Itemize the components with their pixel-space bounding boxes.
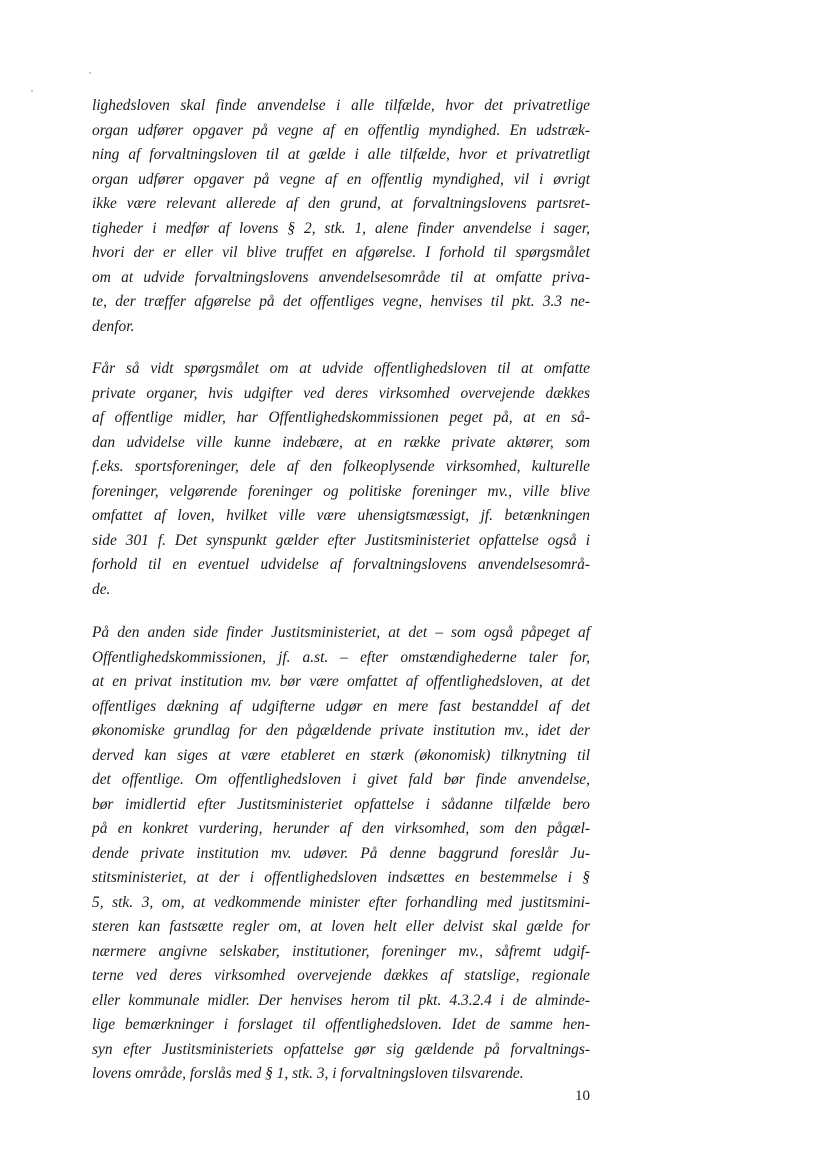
text-line: om at udvide forvaltningslovens anvendelsesområde til at omfatte priva- bbox=[92, 268, 590, 286]
text-line: stitsministeriet, at der i offentlighedsloven indsættes en bestemmelse i § bbox=[92, 869, 590, 886]
text-line: denfor. bbox=[92, 317, 135, 335]
text-line: ikke være relevant allerede af den grund, at forvaltningslovens partsret- bbox=[92, 195, 590, 212]
text-line: økonomiske grundlag for den pågældende private institution mv., idet der bbox=[92, 722, 590, 739]
text-line: dende private institution mv. udøver. På denne baggrund foreslår Ju- bbox=[92, 844, 590, 862]
text-line: lovens område, forslås med § 1, stk. 3, i forvaltningsloven tilsvarende. bbox=[92, 1065, 524, 1082]
text-line: eller kommunale midler. Der henvises herom til pkt. 4.3.2.4 i de alminde- bbox=[92, 991, 590, 1009]
text-line: hvori der er eller vil blive truffet en afgørelse. I forhold til spørgsmålet bbox=[92, 244, 590, 261]
text-line: ning af forvaltningsloven til at gælde i alle tilfælde, hvor et privatretligt bbox=[92, 146, 590, 163]
text-line: det offentlige. Om offentlighedsloven i givet fald bør finde anvendelse, bbox=[92, 771, 590, 788]
text-line: bør imidlertid efter Justitsministeriet opfattelse i sådanne tilfælde bero bbox=[92, 795, 590, 813]
paragraph-3 bbox=[92, 621, 590, 1087]
text-line: omfattet af loven, hvilket ville være uhensigtsmæssigt, jf. betænkningen bbox=[92, 507, 590, 524]
text-line: de. bbox=[92, 580, 111, 598]
text-line: at en privat institution mv. bør være omfattet af offentlighedsloven, at det bbox=[92, 673, 590, 690]
text-line: derved kan siges at være etableret en stærk (økonomisk) tilknytning til bbox=[92, 746, 590, 764]
text-line: te, der træffer afgørelse på det offentliges vegne, henvises til pkt. 3.3 ne- bbox=[92, 293, 590, 310]
text-line: nærmere angivne selskaber, institutioner, foreninger mv., såfremt udgif- bbox=[92, 942, 590, 960]
text-line: terne ved deres virksomhed overvejende dækkes af statslige, regionale bbox=[92, 967, 590, 984]
paragraph-1 bbox=[92, 94, 590, 339]
text-line: private organer, hvis udgifter ved deres virksomhed overvejende dækkes bbox=[92, 384, 590, 402]
text-line: Offentlighedskommissionen, jf. a.st. – efter omstændighederne taler for, bbox=[92, 648, 590, 666]
text-line: offentliges dækning af udgifterne udgør en mere fast bestanddel af det bbox=[92, 697, 590, 715]
text-line: på en konkret vurdering, herunder af den virksomhed, som den pågæl- bbox=[92, 820, 590, 837]
text-line: syn efter Justitsministeriets opfattelse gør sig gældende på forvaltnings- bbox=[92, 1040, 590, 1058]
text-line: forhold til en eventuel udvidelse af forvaltningslovens anvendelsesområ- bbox=[92, 556, 590, 573]
text-line: lige bemærkninger i forslaget til offentlighedsloven. Idet de samme hen- bbox=[92, 1016, 590, 1033]
text-line: tigheder i medfør af lovens § 2, stk. 1, alene finder anvendelse i sager, bbox=[92, 219, 590, 237]
text-line: f.eks. sportsforeninger, dele af den folkeoplysende virksomhed, kulturelle bbox=[92, 458, 590, 475]
page-number: 10 bbox=[575, 1088, 590, 1104]
text-line: organ udfører opgaver på vegne af en offentlig myndighed. En udstræk- bbox=[92, 121, 590, 139]
text-line: organ udfører opgaver på vegne af en offentlig myndighed, vil i øvrigt bbox=[92, 170, 590, 188]
text-line: På den anden side finder Justitsministeriet, at det – som også påpeget af bbox=[92, 624, 590, 641]
text-line: foreninger, velgørende foreninger og politiske foreninger mv., ville blive bbox=[92, 482, 590, 500]
text-line: dan udvidelse ville kunne indebære, at en række private aktører, som bbox=[92, 433, 590, 451]
text-line: steren kan fastsætte regler om, at loven helt eller delvist skal gælde for bbox=[92, 918, 590, 935]
text-line: 5, stk. 3, om, at vedkommende minister efter forhandling med justitsmini- bbox=[92, 893, 590, 911]
text-line: af offentlige midler, har Offentlighedskommissionen peget på, at en så- bbox=[92, 409, 590, 426]
scan-speck bbox=[89, 72, 91, 74]
text-line: lighedsloven skal finde anvendelse i alle tilfælde, hvor det privatretlige bbox=[92, 97, 590, 114]
scan-speck bbox=[31, 90, 33, 92]
text-line: Får så vidt spørgsmålet om at udvide offentlighedsloven til at omfatte bbox=[92, 360, 590, 377]
paragraph-2 bbox=[92, 357, 590, 602]
text-line: side 301 f. Det synspunkt gælder efter Justitsministeriet opfattelse også i bbox=[92, 531, 590, 549]
